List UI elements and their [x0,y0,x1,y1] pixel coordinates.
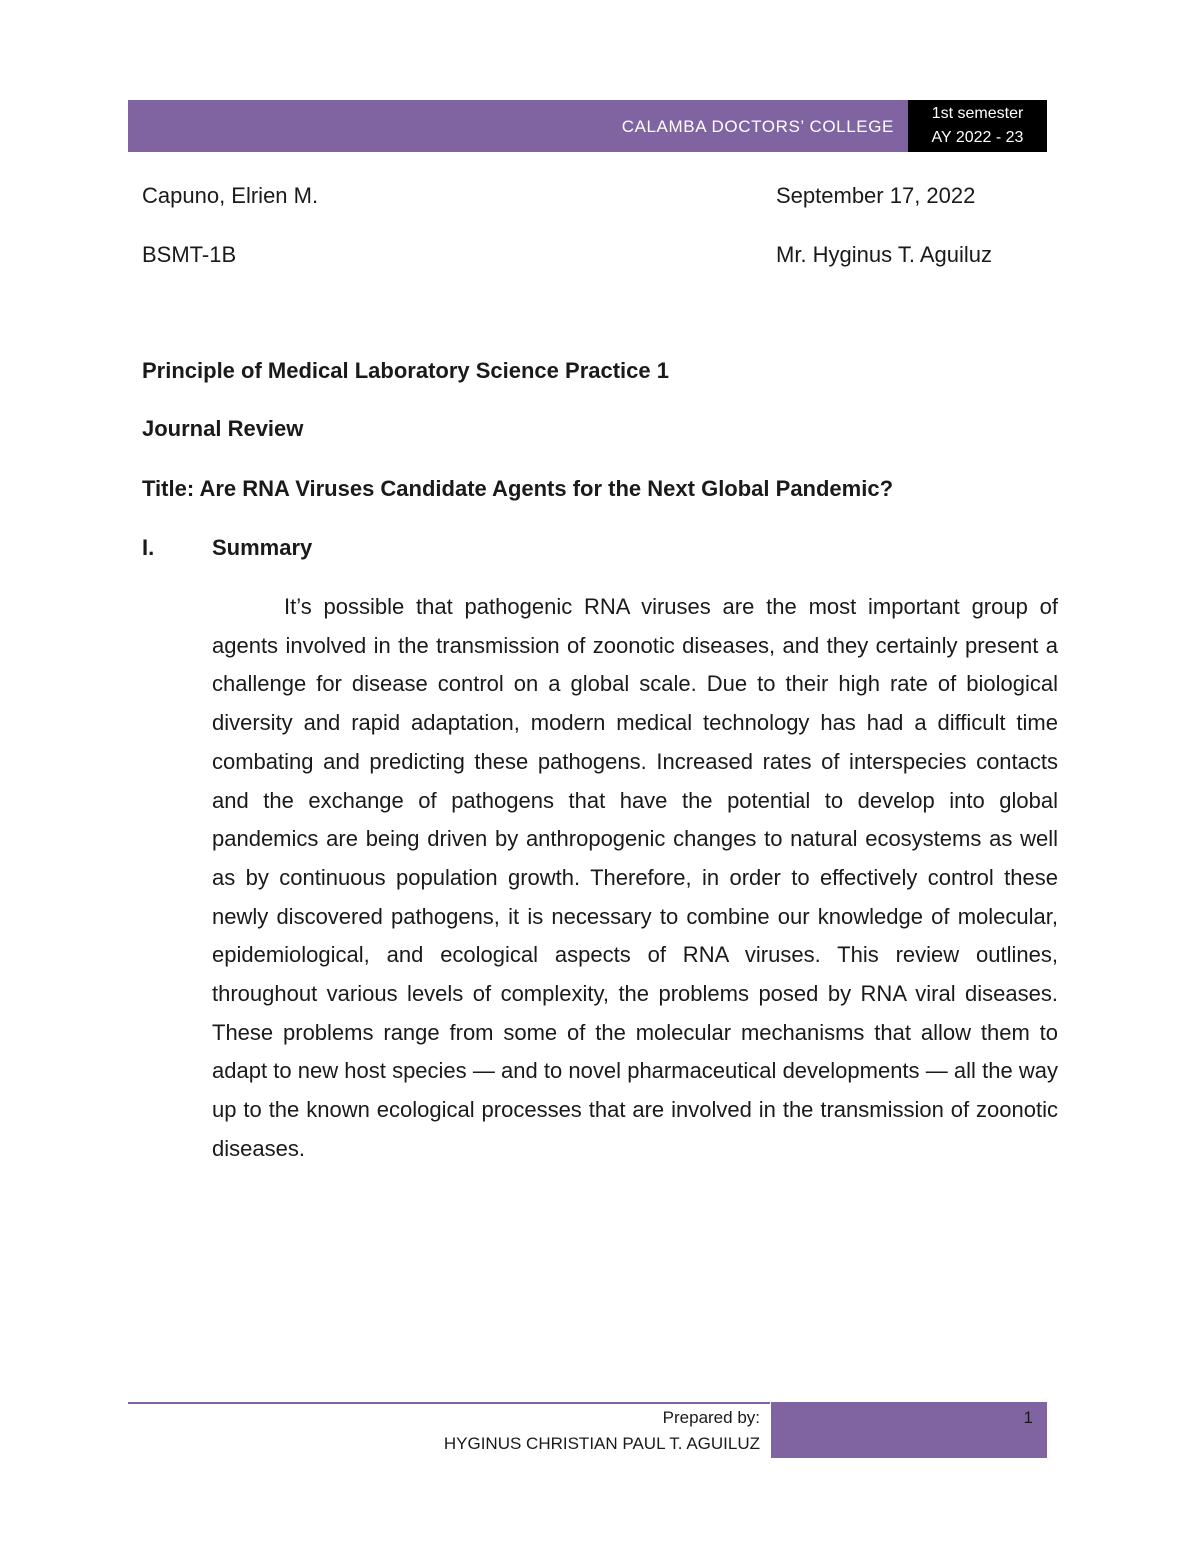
footer-page-box [771,1402,1047,1458]
preparer-name: HYGINUS CHRISTIAN PAUL T. AGUILUZ [443,1434,760,1453]
student-section: BSMT-1B [142,242,237,267]
page-number: 1 [1023,1408,1033,1427]
section-number: I. [142,535,155,560]
semester-box [908,100,1047,152]
article-title: Title: Are RNA Viruses Candidate Agents for the Next Global Pandemic? [142,476,894,501]
semester-label: 1st semester [931,105,1024,122]
document-date: September 17, 2022 [776,183,976,208]
course-title: Principle of Medical Laboratory Science Practice 1 [142,358,669,383]
instructor-name: Mr. Hyginus T. Aguiluz [776,242,993,267]
prepared-by-label: Prepared by: [662,1408,760,1427]
footer-divider [128,1402,770,1404]
academic-year: AY 2022 - 23 [931,129,1024,146]
document-type: Journal Review [142,416,304,441]
summary-paragraph: It’s possible that pathogenic RNA viruses are the most important group of agents involved in the transmission of zoonotic diseases, and they certainly present a challenge for disease control on a global scale. Due to their high rate of biological diversity and rapid adaptation, modern medical technology has had a difficult time combating and predicting these pathogens. Increased rates of interspecies contacts and the exchange of pathogens that have the potential to develop into global pandemics are being driven by anthropogenic changes to natural ecosystems as well as by continuous population growth. Therefore, in order to effectively control these newly discovered pathogens, it is necessary to combine our knowledge of molecular, epidemiological, and ecological aspects of RNA viruses. This review outlines, throughout various levels of complexity, the problems posed by RNA viral diseases. These problems range from some of the molecular mechanisms that allow them to adapt to new host species — and to novel pharmaceutical developments — all the way up to the known ecological processes that are involved in the transmission of zoonotic diseases. [212,594,1058,1161]
header-band [128,100,908,152]
student-name: Capuno, Elrien M. [142,183,319,208]
college-name: CALAMBA DOCTORS’ COLLEGE [621,117,894,136]
section-heading: Summary [212,535,313,560]
